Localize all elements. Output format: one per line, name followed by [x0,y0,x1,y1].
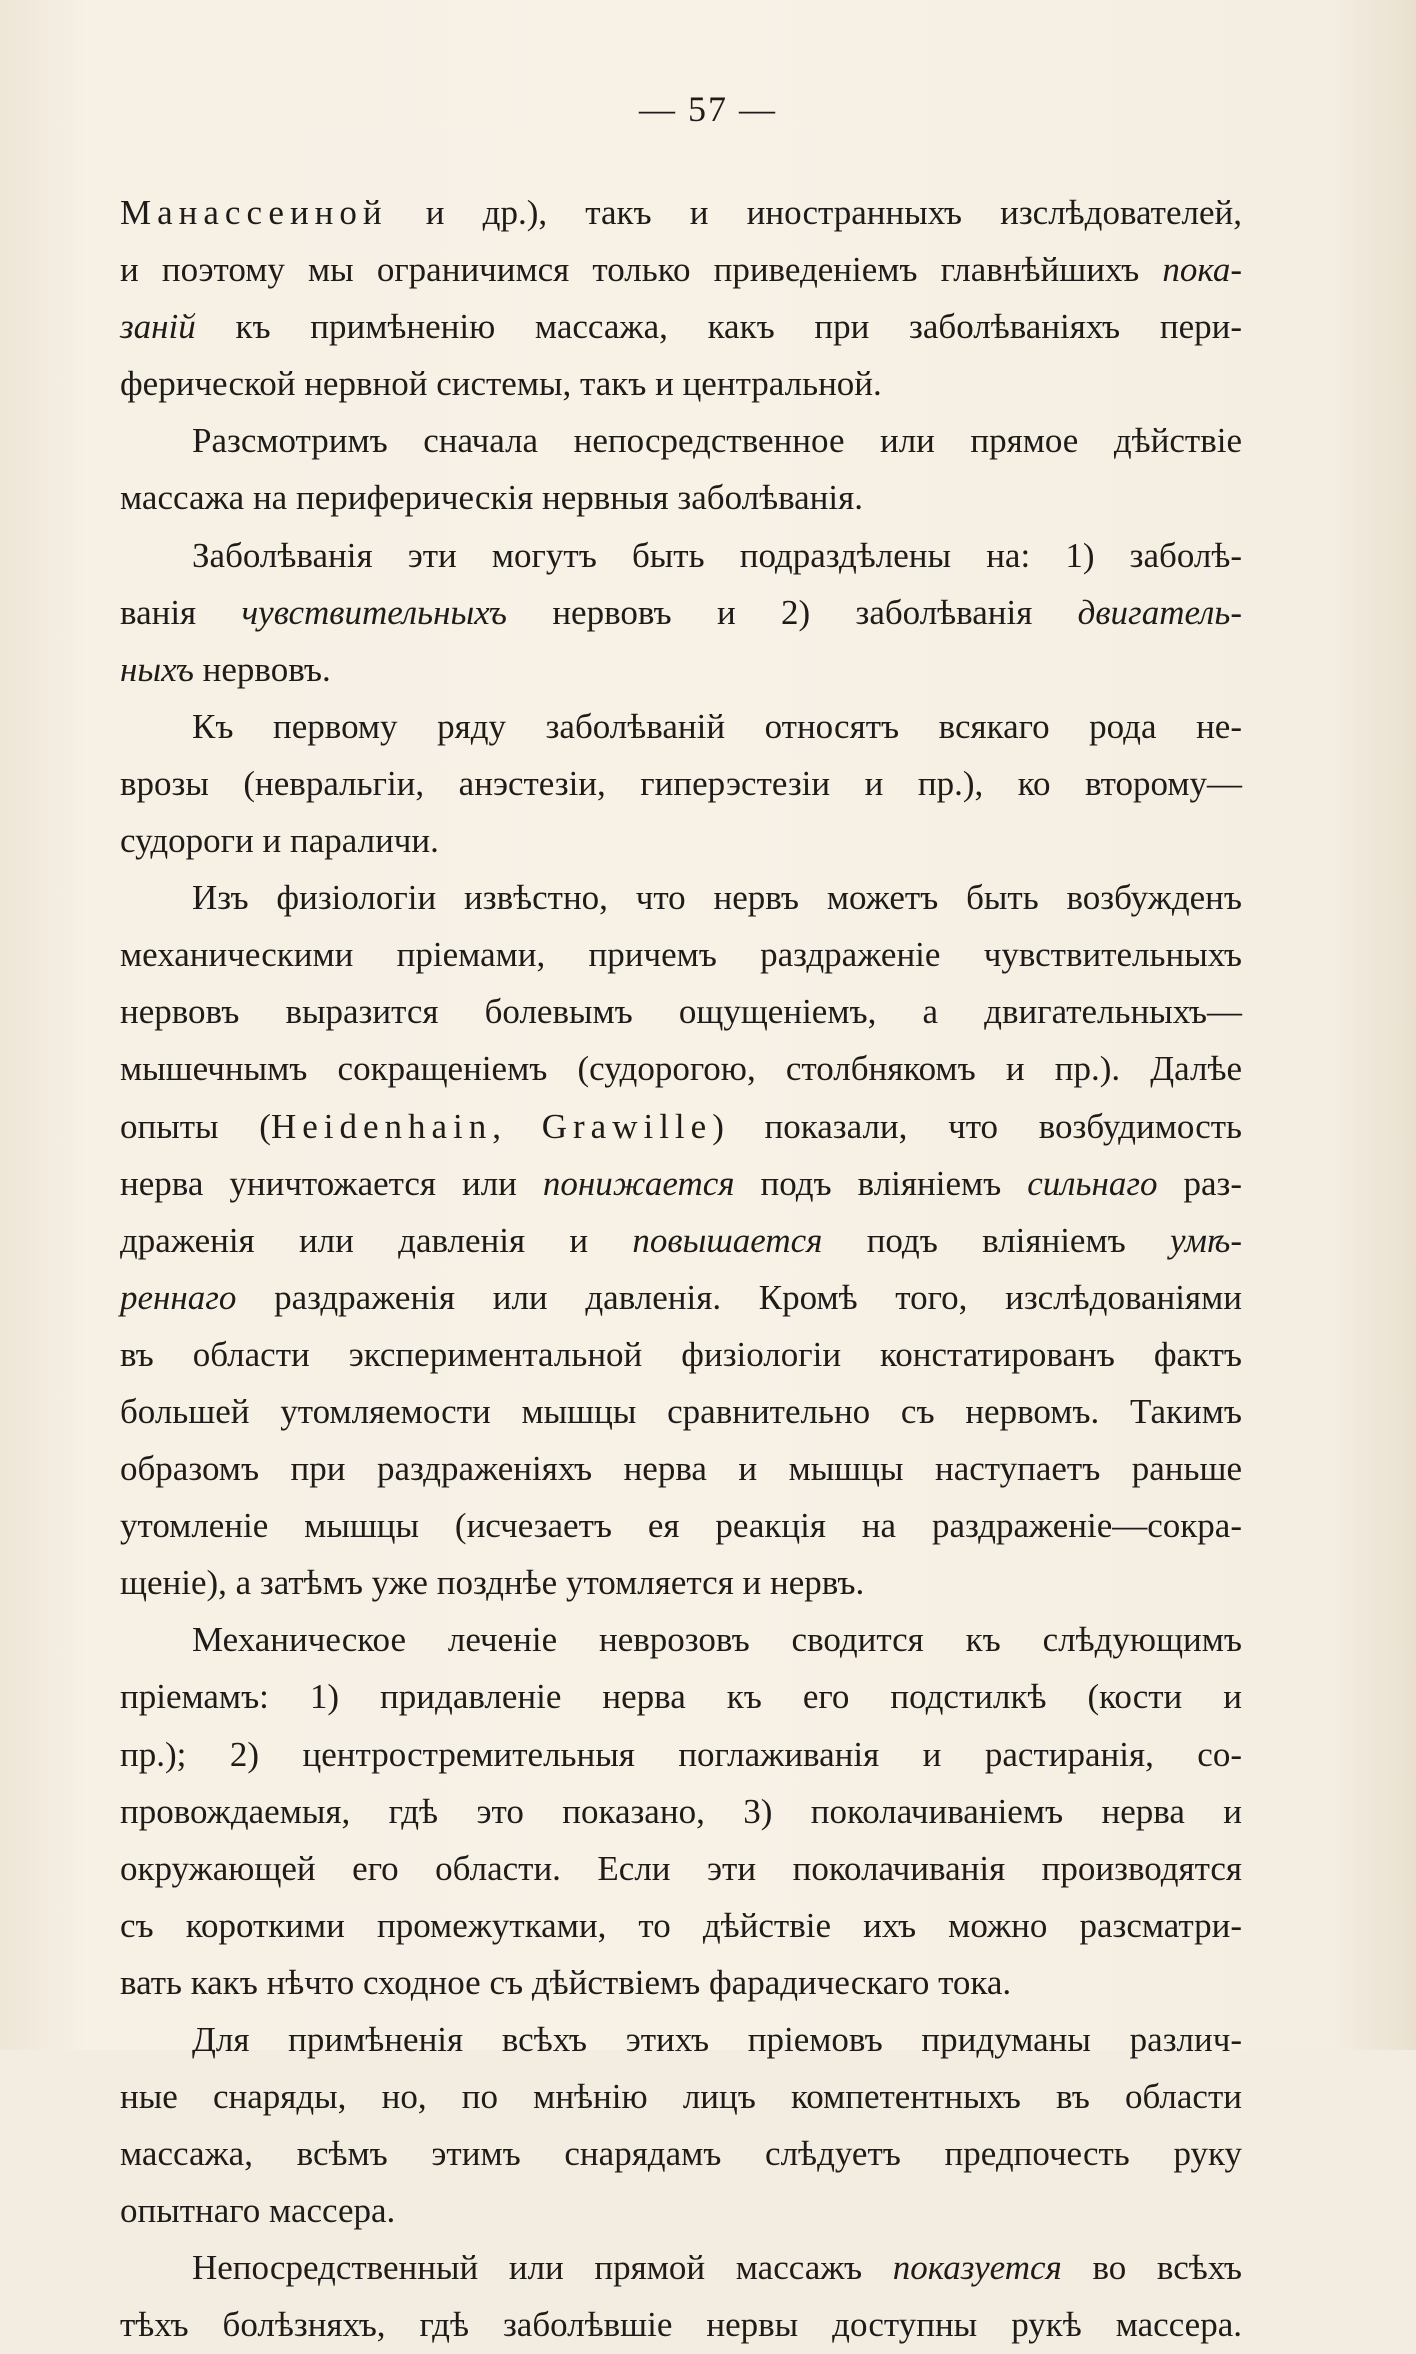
text-line [120,926,1242,983]
text-line [120,1611,1242,1668]
text-segment: къ примѣненію массажа, какъ при заболѣваніяхъ пери- [195,307,1242,347]
text-line [120,2125,1242,2182]
text-line [120,1840,1242,1897]
text-line [120,1212,1242,1269]
text-segment: судороги и параличи. [120,821,439,861]
text-segment: большей утомляемости мышцы сравнительно съ нервомъ. Такимъ [120,1391,1242,1431]
text-segment: ферической нервной системы, такъ и центральной. [120,364,882,404]
text-segment: механическими пріемами, причемъ раздраженіе чувствительныхъ [120,935,1242,975]
text-line [120,355,1242,412]
text-segment: ные снаряды, но, по мнѣнію лицъ компетентныхъ въ области [120,2077,1242,2117]
text-segment: врозы (невральгіи, анэстезіи, гиперэстезіи и пр.), ко второму— [120,763,1242,803]
emphasis-text: повышается [632,1220,823,1260]
emphasis-text: пока- [1162,250,1242,290]
text-line [120,641,1242,698]
text-line [120,1269,1242,1326]
text-line [120,184,1242,241]
text-segment: массажа на периферическія нервныя заболѣванія. [120,478,863,518]
text-segment: Для примѣненія всѣхъ этихъ пріемовъ придуманы различ- [192,2020,1242,2059]
emphasis-text: ныхъ [120,649,194,689]
text-segment: драженія или давленія и [120,1220,633,1260]
emphasis-text: понижается [542,1163,735,1203]
emphasis-text: реннаго [120,1277,237,1317]
text-segment: въ области экспериментальной физіологіи констатированъ фактъ [120,1334,1242,1374]
body-text [120,184,1242,2354]
text-segment: ванія [120,592,242,632]
text-segment: окружающей его области. Если эти поколачиванія производятся [120,1848,1242,1888]
text-segment: образомъ при раздраженіяхъ нерва и мышцы наступаетъ раньше [120,1449,1242,1489]
text-segment: ) показали, что возбудимость [712,1106,1243,1146]
emphasis-text: заній [120,307,196,347]
text-line [120,412,1242,469]
emphasis-text: чувствительныхъ [241,592,507,632]
text-line [120,2011,1242,2068]
text-line [120,1897,1242,1954]
text-segment: подъ вліяніемъ [822,1220,1170,1260]
text-line [120,1383,1242,1440]
text-line [120,983,1242,1040]
emphasis-text: сильнаго [1027,1163,1158,1203]
text-segment: Изъ физіологіи извѣстно, что нервъ можетъ быть возбужденъ [192,878,1242,918]
text-line [120,2068,1242,2125]
text-line [120,2239,1242,2296]
text-line [120,527,1242,584]
text-line [120,1668,1242,1725]
text-line [120,1098,1242,1155]
text-line [120,1497,1242,1554]
text-segment: нервовъ. [193,649,331,689]
text-line [120,2296,1242,2353]
text-segment: Непосредственный или прямой массажъ [192,2248,893,2288]
text-line [120,1954,1242,2011]
text-segment: нервовъ выразится болевымъ ощущеніемъ, а двигательныхъ— [120,992,1242,1032]
text-segment: провождаемыя, гдѣ это показано, 3) поколачиваніемъ нерва и [120,1791,1242,1831]
text-line [120,298,1242,355]
text-segment: подъ вліяніемъ [734,1163,1028,1203]
text-segment: раздраженія или давленія. Кромѣ того, изслѣдованіями [236,1277,1242,1317]
text-segment: Заболѣванія эти могутъ быть подраздѣлены на: 1) заболѣ- [192,535,1242,575]
text-segment: опыты ( [120,1106,271,1146]
text-segment: Разсмотримъ сначала непосредственное или прямое дѣйствіе [192,421,1242,461]
text-line [120,869,1242,926]
text-segment: опытнаго массера. [120,2191,396,2231]
page-number: — 57 — [639,89,777,129]
text-line [120,2182,1242,2239]
text-line [120,1040,1242,1097]
text-line [120,1783,1242,1840]
spaced-name: Grawille [541,1106,713,1146]
text-line [120,1326,1242,1383]
text-line [120,241,1242,298]
text-segment: и др.), такъ и иностранныхъ изслѣдователей, [387,193,1242,232]
text-segment: съ короткими промежутками, то дѣйствіе ихъ можно разсматри- [120,1905,1242,1945]
text-segment: мышечнымъ сокращеніемъ (судорогою, столбнякомъ и пр.). Далѣе [120,1049,1242,1089]
text-segment: пріемамъ: 1) придавленіе нерва къ его подстилкѣ (кости и [120,1677,1242,1717]
emphasis-text: двигатель- [1077,592,1242,632]
emphasis-text: показуется [892,2248,1062,2288]
text-segment: во всѣхъ [1061,2248,1242,2288]
text-segment: и поэтому мы ограничимся только приведеніемъ главнѣйшихъ [120,250,1163,290]
text-segment: нерва уничтожается или [120,1163,543,1203]
text-segment: щеніе), а затѣмъ уже позднѣе утомляется и нервъ. [120,1563,865,1603]
text-segment: тѣхъ болѣзняхъ, гдѣ заболѣвшіе нервы доступны рукѣ массера. [120,2305,1242,2345]
text-segment: , [492,1106,542,1146]
text-line [120,1726,1242,1783]
text-line [120,584,1242,641]
text-line [120,755,1242,812]
text-line [120,1554,1242,1611]
emphasis-text: умѣ- [1170,1220,1242,1260]
text-segment: нервовъ и 2) заболѣванія [506,592,1078,632]
spaced-name: Манассеиной [120,193,388,232]
spaced-name: Heidenhain [270,1106,493,1146]
text-line [120,1440,1242,1497]
text-segment: утомленіе мышцы (исчезаетъ ея реакція на раздраженіе—сокра- [120,1506,1242,1546]
text-line [120,812,1242,869]
text-line [120,698,1242,755]
text-segment: вать какъ нѣчто сходное съ дѣйствіемъ фарадическаго тока. [120,1962,1012,2002]
text-segment: Механическое леченіе неврозовъ сводится къ слѣдующимъ [192,1620,1242,1660]
text-segment: массажа, всѣмъ этимъ снарядамъ слѣдуетъ предпочесть руку [120,2134,1242,2174]
text-segment: пр.); 2) центростремительныя поглаживанія и растиранія, со- [120,1734,1242,1774]
text-segment: раз- [1157,1163,1242,1203]
text-segment: Къ первому ряду заболѣваній относятъ всякаго рода не- [192,706,1242,746]
text-line [120,1155,1242,1212]
text-line [120,469,1242,526]
